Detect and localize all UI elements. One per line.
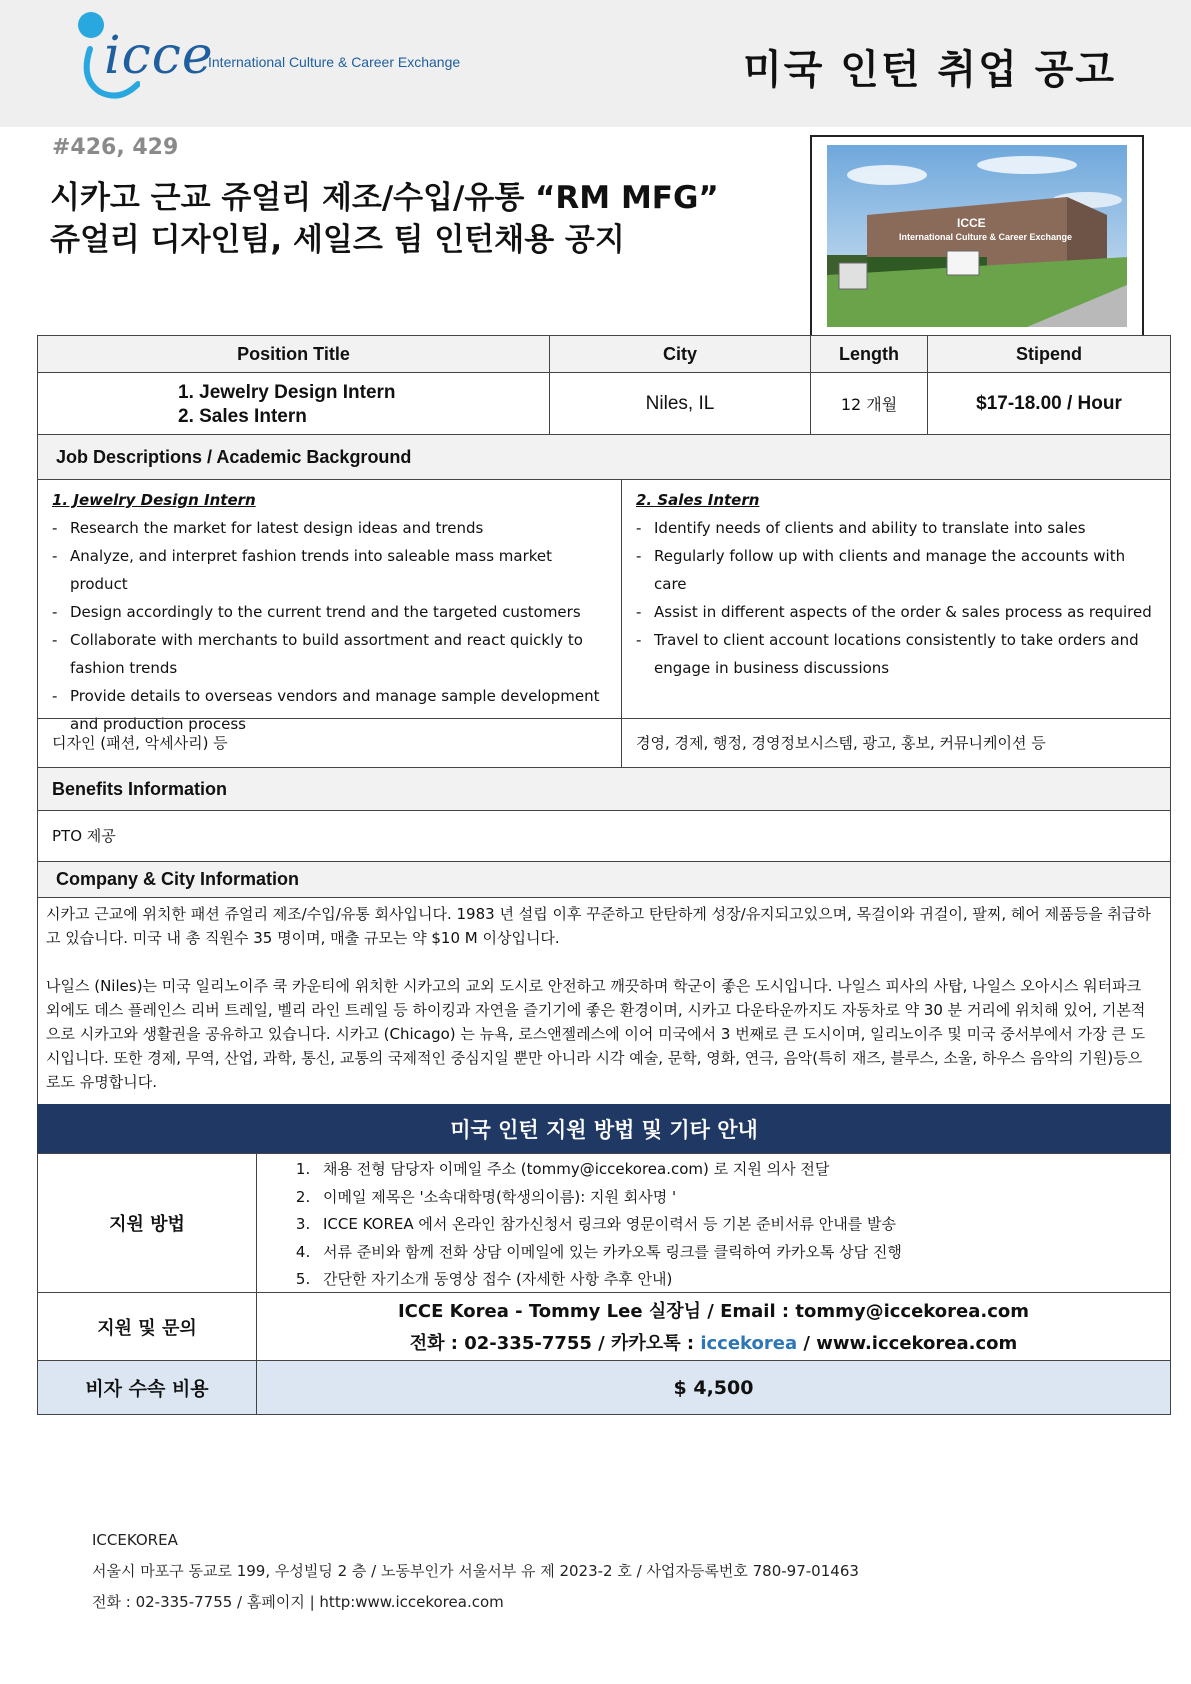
position-1: 1. Jewelry Design Intern: [178, 382, 396, 403]
job-numbers: #426, 429: [52, 135, 179, 160]
job1-item: - Design accordingly to the current trend and the targeted customers: [52, 598, 609, 626]
header-position-title: Position Title: [37, 335, 550, 373]
page-title-line2: 쥬얼리 디자인팀, 세일즈 팀 인턴채용 공지: [50, 222, 625, 258]
contact-line-2: [257, 1328, 1170, 1360]
company-info: [37, 897, 1171, 1105]
job1-title: 1. Jewelry Design Intern: [52, 491, 256, 509]
job1-item: - Analyze, and interpret fashion trends into saleable mass market product: [52, 542, 609, 598]
footer-address: 서울시 마포구 동교로 199, 우성빌딩 2 층 / 노동부인가 서울서부 유 제 2023-2 호 / 사업자등록번호 780-97-01463: [92, 1562, 859, 1580]
job1-background: 디자인 (패션, 악세사리) 등: [37, 718, 622, 768]
positions-cell: [37, 372, 550, 435]
apply-step: 2. 이메일 제목은 '소속대학명(학생의이름): 지원 회사명 ': [315, 1184, 1170, 1212]
job2-item: - Regularly follow up with clients and manage the accounts with care: [636, 542, 1158, 598]
apply-step: 1. 채용 전형 담당자 이메일 주소 (tommy@iccekorea.com) 로 지원 의사 전달: [315, 1156, 1170, 1184]
company-para-1: 시카고 근교에 위치한 패션 쥬얼리 제조/수입/유통 회사입니다. 1983 년 설립 이후 꾸준하고 탄탄하게 성장/유지되고있으며, 목걸이와 귀걸이, 팔찌, 헤어 제품등을 취급하고 있습니다. 미국 내 총 직원수 35 명이며, 매출 규모는 약 $10 M 이상입니다.: [46, 905, 1151, 947]
job-desc-col2: [621, 479, 1171, 719]
job-desc-col1: [37, 479, 622, 733]
kakaotalk-link[interactable]: iccekorea: [700, 1333, 798, 1354]
header-city: City: [549, 335, 811, 373]
company-label: Company & City Information: [37, 861, 1171, 898]
job1-item: - Research the market for latest design ideas and trends: [52, 514, 609, 542]
apply-step: 3. ICCE KOREA 에서 온라인 참가신청서 링크와 영문이력서 등 기본 준비서류 안내를 발송: [315, 1211, 1170, 1239]
method-steps: [256, 1153, 1171, 1293]
header-stipend: Stipend: [927, 335, 1171, 373]
apply-banner: 미국 인턴 지원 방법 및 기타 안내: [37, 1104, 1171, 1154]
footer-contact: 전화 : 02-335-7755 / 홈페이지 | http:www.iccekorea.com: [92, 1593, 504, 1611]
logo-wordmark: icce: [104, 26, 214, 86]
contact-line-1: ICCE Korea - Tommy Lee 실장님 / Email : tommy@iccekorea.com: [397, 1301, 1030, 1322]
photo-watermark-text: International Culture & Career Exchange: [899, 232, 1073, 242]
length-value: 12 개월: [810, 372, 928, 435]
job2-item: - Assist in different aspects of the order & sales process as required: [636, 598, 1158, 626]
job1-item: - Collaborate with merchants to build assortment and react quickly to fashion trends: [52, 626, 609, 682]
icce-logo: [78, 10, 498, 100]
benefits-label: Benefits Information: [37, 767, 1171, 811]
apply-step: 5. 간단한 자기소개 동영상 접수 (자세한 사항 추후 안내): [315, 1266, 1170, 1294]
contact-website: / www.iccekorea.com: [797, 1333, 1018, 1354]
footer-company: ICCEKOREA: [92, 1531, 178, 1549]
company-para-2: 나일스 (Niles)는 미국 일리노이주 쿡 카운티에 위치한 시카고의 교외 도시로 안전하고 깨끗하며 학군이 좋은 도시입니다. 나일스 피사의 사탑, 나일스 오아시스 워터파크 외에도 데스 플레인스 리버 트레일, 벨리 라인 트레일 등 하이킹과 자연을 즐기기에 좋은 환경이며, 시카고 다운타운까지도 자동차로 약 30 분 거리에 위치해 있어, 기본적으로 시카고와 생활권을 공유하고 있습니다. 시카고 (Chicago) 는 뉴욕, 로스앤젤레스에 이어 미국에서 3 번째로 큰 도시이며, 일리노이주 및 미국 중서부에서 가장 큰 도시입니다. 또한 경제, 무역, 산업, 과학, 통신, 교통의 국제적인 중심지일 뿐만 아니라 시각 예술, 문학, 영화, 연극, 음악(특히 재즈, 블루스, 소울, 하우스 음악의 기원)등으로도 유명합니다.: [46, 977, 1146, 1091]
page-title-line1: 시카고 근교 쥬얼리 제조/수입/유통 “RM MFG”: [50, 180, 719, 216]
contact-phone: 전화 : 02-335-7755 / 카카오톡 :: [409, 1333, 701, 1354]
visa-label: 비자 수속 비용: [37, 1360, 257, 1415]
header-title: 미국 인턴 취업 공고: [743, 47, 1116, 93]
job2-item: - Identify needs of clients and ability to translate into sales: [636, 514, 1158, 542]
header-bar: [0, 0, 1191, 127]
logo-tagline: International Culture & Career Exchange: [208, 54, 461, 70]
footer: [92, 1525, 859, 1618]
contact-info: [256, 1292, 1171, 1361]
benefits-text: PTO 제공: [37, 810, 1171, 862]
stipend-value: $17-18.00 / Hour: [927, 372, 1171, 435]
building-illustration: [827, 145, 1127, 327]
job2-background: 경영, 경제, 행정, 경영정보시스템, 광고, 홍보, 커뮤니케이션 등: [621, 718, 1171, 768]
job2-title: 2. Sales Intern: [636, 491, 760, 509]
header-length: Length: [810, 335, 928, 373]
job2-item: - Travel to client account locations consistently to take orders and engage in business discussions: [636, 626, 1158, 682]
job-desc-section-label: Job Descriptions / Academic Background: [37, 434, 1171, 480]
job1-item: - Provide details to overseas vendors and manage sample development and production process: [52, 682, 609, 738]
apply-step: 4. 서류 준비와 함께 전화 상담 이메일에 있는 카카오톡 링크를 클릭하여 카카오톡 상담 진행: [315, 1239, 1170, 1267]
company-building-photo: [827, 145, 1127, 327]
city-value: Niles, IL: [549, 372, 811, 435]
photo-watermark-logo: ICCE: [957, 216, 986, 230]
visa-value: $ 4,500: [256, 1360, 1171, 1415]
company-photo-frame: [810, 135, 1144, 337]
position-2: 2. Sales Intern: [178, 406, 307, 427]
method-label: 지원 방법: [37, 1153, 257, 1293]
logo-dot: [78, 12, 104, 38]
contact-label: 지원 및 문의: [37, 1292, 257, 1361]
